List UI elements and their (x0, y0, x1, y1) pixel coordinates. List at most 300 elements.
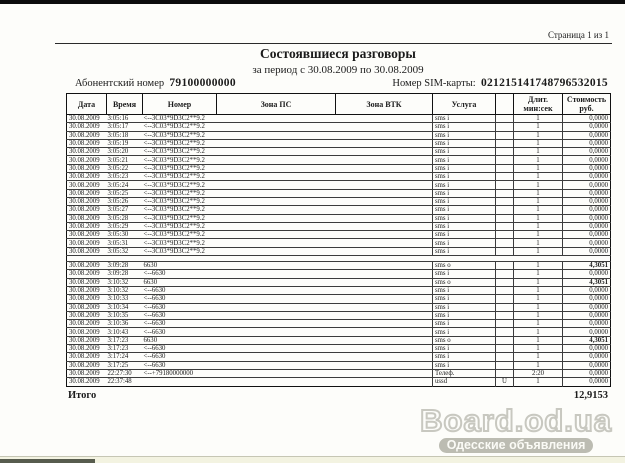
column-header (496, 94, 514, 115)
cell (217, 295, 336, 303)
sim-number-label: Номер SIM-карты: (392, 78, 476, 89)
cell: 1 (514, 164, 563, 172)
cell (217, 336, 336, 344)
cell: 6630 (143, 336, 217, 344)
cell: 1 (514, 295, 563, 303)
cell: 3:05:19 (107, 139, 143, 147)
cell: 30.08.2009 (67, 286, 107, 294)
cell: sms i (433, 231, 496, 239)
cell: 0,0000 (563, 369, 611, 377)
column-header: Зона ВТК (336, 94, 433, 115)
cell: Телеф. (433, 369, 496, 377)
cell: 1 (514, 181, 563, 189)
cell: 30.08.2009 (67, 270, 107, 278)
cell (336, 222, 433, 230)
cell: <--3C03*9D3C2**9.2 (143, 131, 217, 139)
cell (496, 369, 514, 377)
cell: 3:17:23 (107, 345, 143, 353)
cell: 0,0000 (563, 231, 611, 239)
cell: 0,0000 (563, 189, 611, 197)
header-row (67, 94, 611, 115)
call-record-row (67, 206, 611, 214)
cell: <--3C03*9D3C2**9.2 (143, 189, 217, 197)
cell: 1 (514, 278, 563, 286)
cell (496, 123, 514, 131)
cell (496, 173, 514, 181)
cell (496, 247, 514, 255)
cell: 0,0000 (563, 214, 611, 222)
cell: 0,0000 (563, 361, 611, 369)
cell: 3:05:30 (107, 231, 143, 239)
cell: <--3C03*9D3C2**9.2 (143, 239, 217, 247)
cell (496, 336, 514, 344)
cell: 3:05:31 (107, 239, 143, 247)
cell: <--3C03*9D3C2**9.2 (143, 123, 217, 131)
cell: 1 (514, 303, 563, 311)
cell (217, 262, 336, 270)
cell: 1 (514, 270, 563, 278)
cell: <--3C03*9D3C2**9.2 (143, 173, 217, 181)
cell (217, 320, 336, 328)
cell: sms o (433, 278, 496, 286)
cell: 3:10:32 (107, 286, 143, 294)
cell: 30.08.2009 (67, 115, 107, 123)
cell (217, 303, 336, 311)
cell: sms o (433, 262, 496, 270)
cell: 3:05:28 (107, 214, 143, 222)
call-record-row (67, 270, 611, 278)
cell: 4,3051 (563, 262, 611, 270)
watermark-logo-text: Board.od.ua (420, 403, 612, 438)
cell: 30.08.2009 (67, 311, 107, 319)
column-header: Услуга (433, 94, 496, 115)
cell: sms i (433, 239, 496, 247)
cell: 6630 (143, 278, 217, 286)
call-record-row (67, 303, 611, 311)
cell: 30.08.2009 (67, 328, 107, 336)
cell: sms i (433, 328, 496, 336)
cell: 1 (514, 206, 563, 214)
cell (336, 139, 433, 147)
cell: <--6630 (143, 270, 217, 278)
cell: 30.08.2009 (67, 139, 107, 147)
cell (336, 278, 433, 286)
cell: 1 (514, 286, 563, 294)
cell (336, 262, 433, 270)
cell: 3:05:29 (107, 222, 143, 230)
cell (217, 115, 336, 123)
cell: sms i (433, 131, 496, 139)
cell: 30.08.2009 (67, 369, 107, 377)
cell: 30.08.2009 (67, 231, 107, 239)
cell: 3:05:22 (107, 164, 143, 172)
cell (336, 123, 433, 131)
bottom-corner-mark (0, 459, 95, 463)
cell: sms i (433, 189, 496, 197)
cell (336, 231, 433, 239)
cell: 30.08.2009 (67, 131, 107, 139)
cell (496, 311, 514, 319)
cell: <--3C03*9D3C2**9.2 (143, 164, 217, 172)
cell: <--3C03*9D3C2**9.2 (143, 222, 217, 230)
cell: 3:10:36 (107, 320, 143, 328)
cell (217, 278, 336, 286)
call-record-row (67, 123, 611, 131)
cell: 3:17:25 (107, 361, 143, 369)
cell: sms i (433, 123, 496, 131)
cell (217, 222, 336, 230)
cell: 0,0000 (563, 303, 611, 311)
cell (496, 139, 514, 147)
cell: 0,0000 (563, 270, 611, 278)
cell (336, 361, 433, 369)
cell: sms i (433, 286, 496, 294)
column-header: Номер (143, 94, 217, 115)
call-record-row (67, 278, 611, 286)
cell: <--+79180000000 (143, 369, 217, 377)
cell (217, 206, 336, 214)
cell (217, 181, 336, 189)
cell: 30.08.2009 (67, 189, 107, 197)
call-record-row (67, 115, 611, 123)
cell (217, 139, 336, 147)
total-row (68, 390, 608, 401)
cell: sms i (433, 197, 496, 205)
cell (336, 378, 433, 386)
cell: 0,0000 (563, 378, 611, 386)
cell (143, 378, 217, 386)
cell: 0,0000 (563, 164, 611, 172)
cell: <--6630 (143, 361, 217, 369)
cell: 3:05:25 (107, 189, 143, 197)
cell: 0,0000 (563, 197, 611, 205)
cell (496, 197, 514, 205)
cell: 3:05:21 (107, 156, 143, 164)
watermark-badge: Одесские объявления (439, 438, 594, 453)
cell (496, 231, 514, 239)
cell: 1 (514, 311, 563, 319)
cell: 1 (514, 361, 563, 369)
column-header: Длит. мин:сек (514, 94, 563, 115)
call-record-row (67, 361, 611, 369)
call-record-row (67, 239, 611, 247)
call-record-row (67, 181, 611, 189)
cell: 30.08.2009 (67, 156, 107, 164)
call-record-row (67, 131, 611, 139)
cell (217, 131, 336, 139)
cell: 1 (514, 189, 563, 197)
cell (496, 156, 514, 164)
cell: 30.08.2009 (67, 361, 107, 369)
cell: 30.08.2009 (67, 303, 107, 311)
column-header: Зона ПС (217, 94, 336, 115)
cell (217, 214, 336, 222)
cell (217, 328, 336, 336)
cell (496, 270, 514, 278)
cell: 0,0000 (563, 222, 611, 230)
cell: sms i (433, 303, 496, 311)
cell: <--3C03*9D3C2**9.2 (143, 247, 217, 255)
cell (336, 345, 433, 353)
cell: 30.08.2009 (67, 278, 107, 286)
cell: 30.08.2009 (67, 214, 107, 222)
call-record-row (67, 139, 611, 147)
cell (496, 189, 514, 197)
cell: 3:05:23 (107, 173, 143, 181)
cell (496, 328, 514, 336)
cell (496, 303, 514, 311)
cell: 0,0000 (563, 115, 611, 123)
cell: 0,0000 (563, 353, 611, 361)
call-detail-table (66, 93, 611, 387)
cell: 3:10:35 (107, 311, 143, 319)
cell: <--6630 (143, 311, 217, 319)
cell: 2:20 (514, 369, 563, 377)
cell: 30.08.2009 (67, 320, 107, 328)
cell (217, 197, 336, 205)
watermark (420, 405, 612, 454)
cell: 3:05:20 (107, 148, 143, 156)
cell: sms i (433, 148, 496, 156)
cell: <--3C03*9D3C2**9.2 (143, 139, 217, 147)
cell: <--3C03*9D3C2**9.2 (143, 214, 217, 222)
call-record-row (67, 231, 611, 239)
cell: sms i (433, 214, 496, 222)
cell: 22:27:30 (107, 369, 143, 377)
cell: 30.08.2009 (67, 353, 107, 361)
cell: 1 (514, 131, 563, 139)
cell: 3:05:18 (107, 131, 143, 139)
cell (217, 156, 336, 164)
subscriber-number (75, 77, 236, 89)
cell: 1 (514, 123, 563, 131)
cell: 3:17:23 (107, 336, 143, 344)
sim-number-value: 021215141748796532015 (480, 77, 608, 89)
cell: sms i (433, 295, 496, 303)
cell: 30.08.2009 (67, 181, 107, 189)
cell: <--6630 (143, 353, 217, 361)
cell: 30.08.2009 (67, 123, 107, 131)
cell: <--6630 (143, 295, 217, 303)
call-record-row (67, 295, 611, 303)
cell (496, 320, 514, 328)
cell: <--3C03*9D3C2**9.2 (143, 181, 217, 189)
cell: 3:05:32 (107, 247, 143, 255)
call-record-row (67, 320, 611, 328)
cell: 0,0000 (563, 311, 611, 319)
call-record-row (67, 197, 611, 205)
cell (217, 353, 336, 361)
cell: 30.08.2009 (67, 336, 107, 344)
cell: 30.08.2009 (67, 197, 107, 205)
cell (496, 239, 514, 247)
cell: 3:17:24 (107, 353, 143, 361)
cell: sms i (433, 345, 496, 353)
cell (496, 206, 514, 214)
total-label: Итого (68, 390, 97, 401)
cell (336, 247, 433, 255)
cell (496, 295, 514, 303)
cell: 0,0000 (563, 139, 611, 147)
cell: 30.08.2009 (67, 222, 107, 230)
cell: 0,0000 (563, 148, 611, 156)
cell: 1 (514, 353, 563, 361)
call-record-row (67, 328, 611, 336)
cell: 30.08.2009 (67, 173, 107, 181)
cell: <--6630 (143, 286, 217, 294)
cell (336, 148, 433, 156)
cell (336, 295, 433, 303)
cell: <--3C03*9D3C2**9.2 (143, 148, 217, 156)
cell (336, 286, 433, 294)
cell (336, 197, 433, 205)
cell: sms i (433, 156, 496, 164)
call-record-row (67, 173, 611, 181)
cell: 0,0000 (563, 320, 611, 328)
cell: 1 (514, 247, 563, 255)
column-header: Время (107, 94, 143, 115)
cell (496, 278, 514, 286)
cell: sms i (433, 270, 496, 278)
cell: 1 (514, 214, 563, 222)
cell (217, 311, 336, 319)
cell (336, 206, 433, 214)
column-header: Стоимость руб. (563, 94, 611, 115)
cell: 3:10:32 (107, 278, 143, 286)
cell (336, 115, 433, 123)
cell: sms i (433, 173, 496, 181)
table-header (67, 94, 611, 115)
cell: 3:05:24 (107, 181, 143, 189)
cell: 0,0000 (563, 239, 611, 247)
cell: 0,0000 (563, 295, 611, 303)
cell: 1 (514, 156, 563, 164)
call-record-row (67, 336, 611, 344)
cell: <--3C03*9D3C2**9.2 (143, 231, 217, 239)
cell (217, 148, 336, 156)
cell: 1 (514, 115, 563, 123)
cell (217, 369, 336, 377)
cell (496, 164, 514, 172)
cell: sms i (433, 320, 496, 328)
cell: 1 (514, 336, 563, 344)
column-header: Дата (67, 94, 107, 115)
cell: 30.08.2009 (67, 247, 107, 255)
cell (217, 345, 336, 353)
cell: sms i (433, 361, 496, 369)
cell (217, 189, 336, 197)
call-record-row (67, 345, 611, 353)
cell: <--6630 (143, 345, 217, 353)
cell: 0,0000 (563, 123, 611, 131)
top-border-bar (0, 0, 625, 4)
cell: 0,0000 (563, 345, 611, 353)
sim-number (392, 77, 608, 89)
cell (336, 369, 433, 377)
cell: 3:05:26 (107, 197, 143, 205)
cell: <--6630 (143, 303, 217, 311)
page-number: Страница 1 из 1 (548, 30, 609, 40)
call-record-row (67, 148, 611, 156)
cell (217, 123, 336, 131)
cell (496, 286, 514, 294)
cell: 3:10:33 (107, 295, 143, 303)
cell: 30.08.2009 (67, 262, 107, 270)
cell (217, 286, 336, 294)
call-record-row (67, 189, 611, 197)
cell: 0,0000 (563, 131, 611, 139)
cell: 22:37:48 (107, 378, 143, 386)
cell: sms i (433, 115, 496, 123)
cell: 1 (514, 345, 563, 353)
cell: 1 (514, 222, 563, 230)
cell (496, 181, 514, 189)
cell: <--3C03*9D3C2**9.2 (143, 156, 217, 164)
cell: 4,3051 (563, 336, 611, 344)
call-record-row (67, 378, 611, 386)
cell: 30.08.2009 (67, 239, 107, 247)
document-title: Состоявшиеся разговоры (260, 46, 416, 61)
cell: 0,0000 (563, 247, 611, 255)
cell: 3:05:16 (107, 115, 143, 123)
account-info-row (75, 77, 608, 89)
cell: 30.08.2009 (67, 295, 107, 303)
cell: 0,0000 (563, 206, 611, 214)
cell (496, 262, 514, 270)
cell (336, 328, 433, 336)
call-record-row (67, 353, 611, 361)
cell: <--3C03*9D3C2**9.2 (143, 115, 217, 123)
cell: 1 (514, 239, 563, 247)
cell (496, 222, 514, 230)
call-record-row (67, 164, 611, 172)
cell: U (496, 378, 514, 386)
cell: 30.08.2009 (67, 345, 107, 353)
cell: 30.08.2009 (67, 378, 107, 386)
cell (336, 189, 433, 197)
cell (336, 164, 433, 172)
cell (336, 311, 433, 319)
cell: 0,0000 (563, 156, 611, 164)
cell: sms i (433, 311, 496, 319)
call-record-row (67, 286, 611, 294)
report-period: за период с 30.08.2009 по 30.08.2009 (252, 64, 424, 76)
cell: sms i (433, 181, 496, 189)
cell: 3:05:17 (107, 123, 143, 131)
cell: 3:10:34 (107, 303, 143, 311)
cell: 0,0000 (563, 286, 611, 294)
cell (336, 336, 433, 344)
cell (496, 361, 514, 369)
cell: 3:05:27 (107, 206, 143, 214)
cell (336, 320, 433, 328)
cell: 1 (514, 320, 563, 328)
cell: 1 (514, 231, 563, 239)
cell (217, 270, 336, 278)
cell: sms i (433, 353, 496, 361)
call-record-row (67, 247, 611, 255)
cell: sms o (433, 336, 496, 344)
cell: 4,3051 (563, 278, 611, 286)
cell (217, 378, 336, 386)
cell (217, 231, 336, 239)
cell: 0,0000 (563, 328, 611, 336)
cell: 3:09:28 (107, 262, 143, 270)
cell: 3:10:43 (107, 328, 143, 336)
cell: 3:09:28 (107, 270, 143, 278)
cell (336, 173, 433, 181)
subscriber-number-label: Абонентский номер (75, 78, 165, 89)
